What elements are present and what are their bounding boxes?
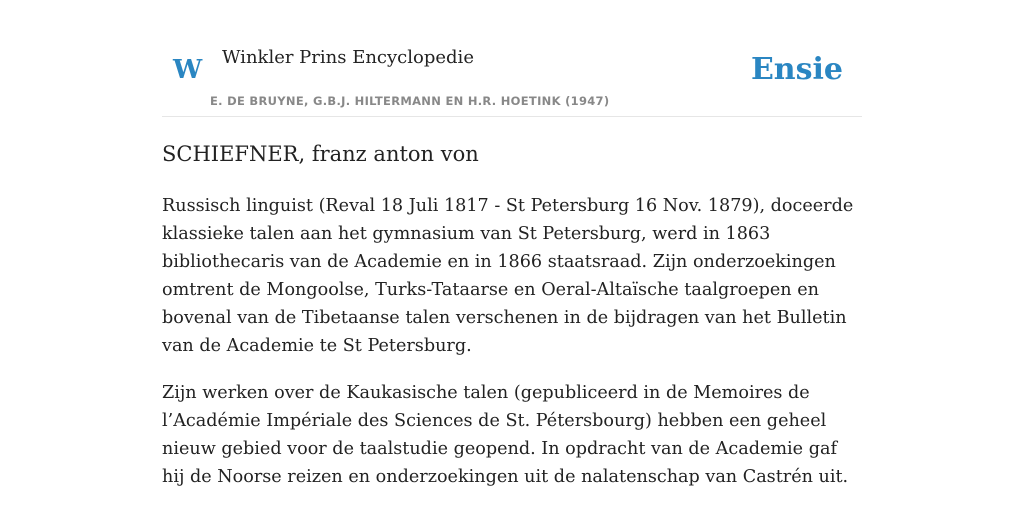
article: [162, 138, 862, 491]
book-title-link[interactable]: Winkler Prins Encyclopedie: [222, 47, 474, 68]
article-paragraph-2: Zijn werken over de Kaukasische talen (gepubliceerd in de Memoires de l’Académie Impériale des Sciences de St. Pétersbourg) hebben een geheel nieuw gebied voor de taalstudie geopend. In opdracht van de Academie gaf hij de Noorse reizen en onderzoekingen uit de nalatenschap van Castrén uit.: [162, 383, 849, 487]
site-header: [162, 0, 862, 117]
article-headword: SCHIEFNER, franz anton von: [162, 142, 479, 166]
winkler-prins-logo[interactable]: W: [173, 55, 203, 85]
article-paragraph-1: Russisch linguist (Reval 18 Juli 1817 - St Petersburg 16 Nov. 1879), doceerde klassieke talen aan het gymnasium van St Petersburg, werd in 1863 bibliothecaris van de Academie en in 1866 staatsraad. Zijn onderzoekingen omtrent de Mongoolse, Turks-Tataarse en Oeral-Altaïsche taalgroepen en bovenal van de Tibetaanse talen verschenen in de bijdragen van het Bulletin van de Academie te St Petersburg.: [162, 196, 854, 356]
ensie-logo[interactable]: Ensie: [750, 52, 843, 87]
book-authors: E. DE BRUYNE, G.B.J. HILTERMANN EN H.R. HOETINK (1947): [210, 94, 610, 108]
